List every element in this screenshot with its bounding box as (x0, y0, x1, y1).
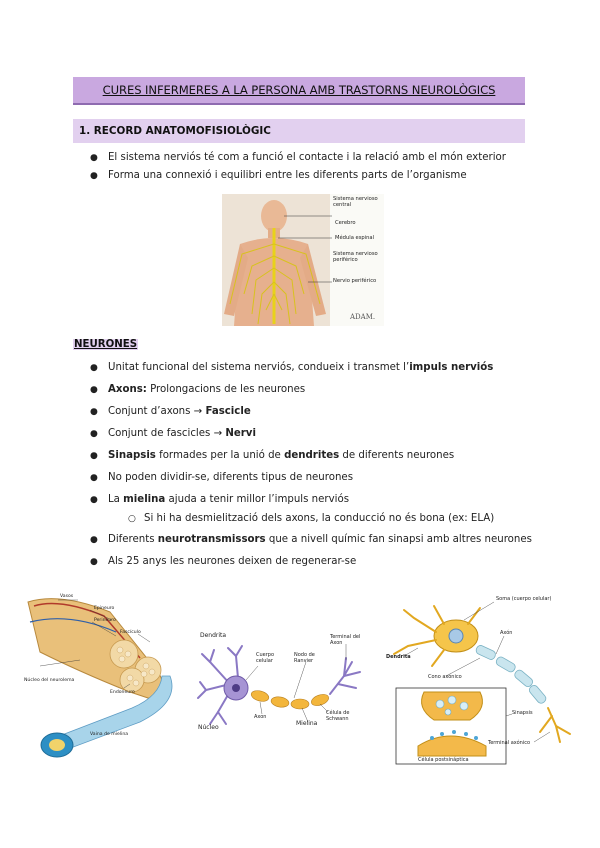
figure-label: Núcleo del neurolema (24, 678, 75, 683)
figure-label: Cuerpo celular (256, 652, 275, 664)
list-item: ● Diferents neurotransmissors que a nivell químic fan sinapsi amb altres neurones (90, 534, 532, 545)
figure-label: Núcleo (198, 724, 219, 731)
bullet-icon: ● (90, 362, 98, 373)
list-item: ● Sinapsis formades per la unió de dendrites de diferents neurones (90, 450, 455, 461)
bullet-icon: ● (90, 450, 98, 461)
figure-label: Dendrita (200, 632, 227, 639)
list-item: ● Conjunt d’axons → Fascicle (90, 406, 251, 417)
bullet-icon: ● (90, 170, 98, 181)
figure-label: Mielina (296, 720, 318, 727)
figure-label: Célula de Schwann (326, 710, 350, 722)
figure-label: Fascículo (120, 630, 141, 635)
figure-label: Cerebro (335, 220, 356, 226)
figure-label: Sistema nervioso central (333, 196, 378, 208)
figure-label: Célula postsináptica (418, 757, 469, 763)
document-title-bar (73, 77, 525, 105)
bullet-icon: ● (90, 384, 98, 395)
figure-label: Epineuro (94, 606, 115, 611)
section-heading: 1. RECORD ANATOMOFISIOLÒGIC (79, 125, 271, 137)
neuron-figure (196, 632, 376, 736)
list-item: ● Forma una connexió i equilibri entre les diferents parts de l’organisme (90, 170, 467, 181)
figure-label: Perineuro (94, 618, 116, 623)
bullet-icon: ● (90, 152, 98, 163)
figure-label: Vasos (60, 594, 74, 599)
list-item: ● Axons: Prolongacions de les neurones (90, 384, 306, 395)
bullet-icon: ● (90, 534, 98, 545)
figure-label: Cono axónico (428, 674, 462, 680)
bullet-icon: ● (90, 406, 98, 417)
figure-label: Axon (254, 714, 267, 720)
figure-label: Médula espinal (335, 235, 375, 241)
figure-label: Endoneuro (110, 690, 135, 695)
figure-label: Nervio periférico (333, 278, 377, 284)
figure-label: Terminal del Axon (330, 634, 361, 646)
list-item: ● El sistema nerviós té com a funció el contacte i la relació amb el món exterior (90, 152, 506, 163)
figure-label: Sistema nervioso periférico (333, 251, 378, 263)
figure-label: Sinapsis (512, 710, 533, 716)
figure-label: Vaina de mielina (90, 732, 129, 737)
figure-label: Soma (cuerpo celular) (496, 596, 552, 602)
figure-label: Axón (500, 630, 513, 636)
circle-bullet-icon: ○ (128, 513, 136, 524)
list-item: ● Unitat funcional del sistema nerviós, condueix i transmet l’ impuls nerviós (90, 362, 494, 373)
bullet-icon: ● (90, 428, 98, 439)
adam-logo: ADAM. (350, 313, 376, 321)
list-item: ● Als 25 anys les neurones deixen de regenerar-se (90, 556, 357, 567)
bullet-icon: ● (90, 472, 98, 483)
figure-label: Nodo de Ranvier (294, 652, 315, 664)
figure-label: Dendrita (386, 654, 411, 660)
document-title: CURES INFERMERES A LA PERSONA AMB TRASTORNS NEUROLÒGICS (102, 83, 496, 97)
nerve-structure-figure (20, 592, 180, 768)
synapse-figure (384, 596, 580, 768)
sub-list-item: ○ Si hi ha desmielització dels axons, la conducció no és bona (ex: ELA) (128, 513, 495, 524)
list-item: ● Conjunt de fascicles → Nervi (90, 428, 256, 439)
figure-label: Terminal axónico (488, 740, 531, 746)
list-item: ● La mielina ajuda a tenir millor l’impuls nerviós (90, 494, 349, 505)
section-heading-bar (73, 119, 525, 143)
bullet-icon: ● (90, 494, 98, 505)
bullet-icon: ● (90, 556, 98, 567)
list-item: ● No poden dividir-se, diferents tipus de neurones (90, 472, 353, 483)
nervous-system-figure (222, 194, 384, 326)
neurones-heading: NEURONES (74, 339, 138, 350)
